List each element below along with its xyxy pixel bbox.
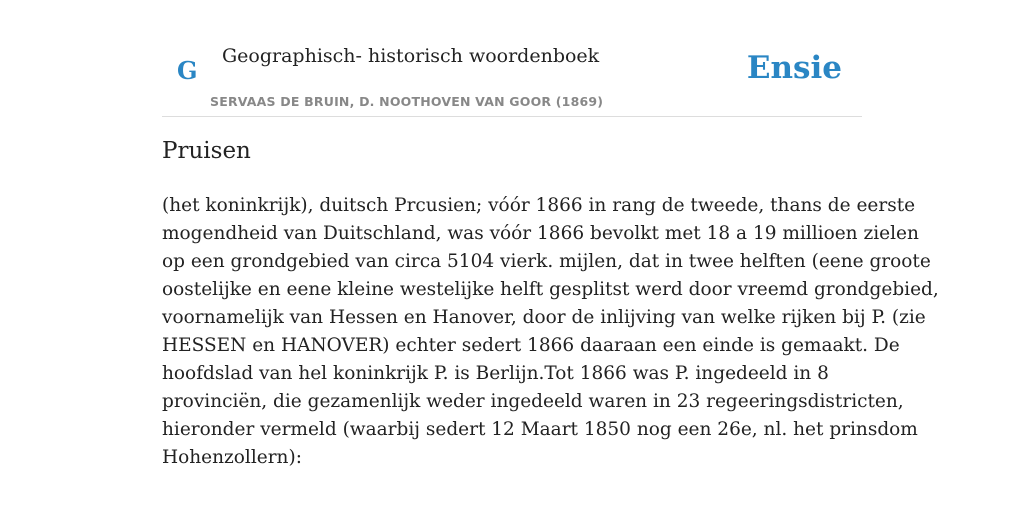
book-header — [162, 0, 862, 117]
entry-line: op een grondgebied van circa 5104 vierk. mijlen, dat in twee helften (eene groote — [162, 251, 931, 272]
entry-line: provinciën, die gezamenlijk weder ingedeeld waren in 23 regeeringsdistricten, — [162, 391, 904, 412]
entry-title: Pruisen — [162, 138, 251, 164]
entry-line: (het koninkrijk), duitsch Prcusien; vóór 1866 in rang de tweede, thans de eerste — [162, 195, 916, 216]
entry-line: Hohenzollern): — [162, 447, 302, 468]
entry-line: mogendheid van Duitschland, was vóór 1866 bevolkt met 18 a 19 millioen zielen — [162, 223, 919, 244]
entry-line: hoofdslad van hel koninkrijk P. is Berlijn.Tot 1866 was P. ingedeeld in 8 — [162, 363, 829, 384]
entry-line: hieronder vermeld (waarbij sedert 12 Maart 1850 nog een 26e, nl. het prinsdom — [162, 419, 918, 440]
entry-line: HESSEN en HANOVER) echter sedert 1866 daaraan een einde is gemaakt. De — [162, 335, 900, 356]
letter-badge[interactable]: G — [177, 56, 198, 85]
entry-body — [162, 192, 939, 472]
book-title[interactable]: Geographisch- historisch woordenboek — [222, 45, 600, 67]
entry-line: voornamelijk van Hessen en Hanover, door de inlijving van welke rijken bij P. (zie — [162, 307, 926, 328]
book-authors: SERVAAS DE BRUIN, D. NOOTHOVEN VAN GOOR (1869) — [210, 94, 604, 109]
page — [162, 0, 939, 468]
ensie-logo[interactable]: Ensie — [746, 50, 842, 86]
entry-line: oostelijke en eene kleine westelijke helft gesplitst werd door vreemd grondgebied, — [162, 279, 939, 300]
